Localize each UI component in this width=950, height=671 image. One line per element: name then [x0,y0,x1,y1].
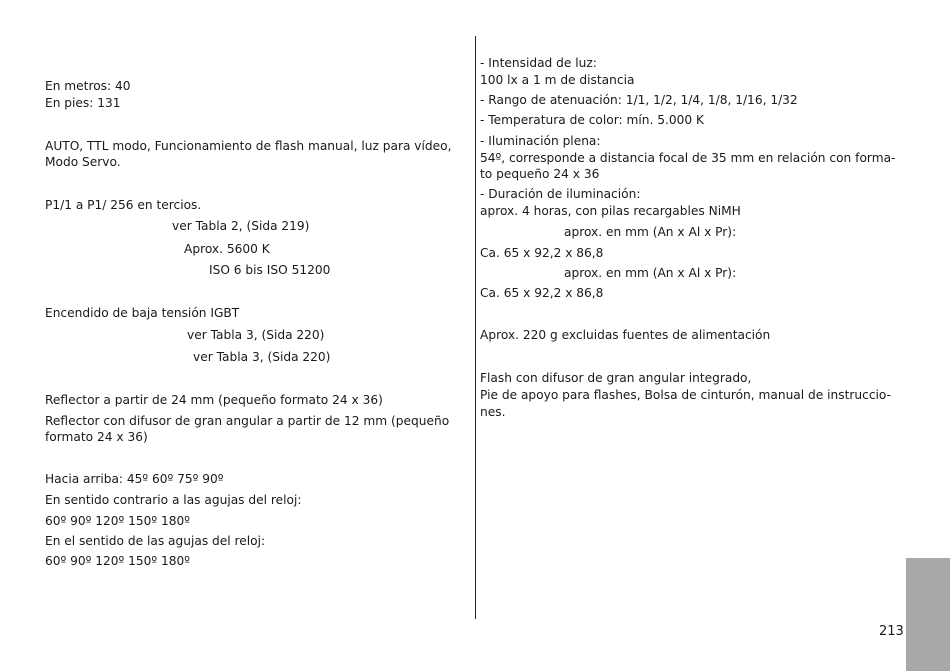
reflector-1: Reflector a partir de 24 mm (pequeño formato 24 x 36) [45,393,383,407]
ref-table-2: ver Tabla 2, (Sida 219) [172,219,310,233]
tilt-up: Hacia arriba: 45º 60º 75º 90º [45,472,224,486]
reflector-2-line-2: formato 24 x 36) [45,430,148,444]
power-range: P1/1 a P1/ 256 en tercios. [45,198,202,212]
cw-values: 60º 90º 120º 150º 180º [45,554,191,568]
section-tab [906,558,950,671]
dimensions-value-1: Ca. 65 x 92,2 x 86,8 [480,246,604,260]
page-number: 213 [879,624,904,639]
dimensions-label-1: aprox. en mm (An x Al x Pr): [564,225,737,239]
reflector-2-line-1: Reflector con difusor de gran angular a partir de 12 mm (pequeño [45,414,450,428]
dimming-range: - Rango de atenuación: 1/1, 1/2, 1/4, 1/8, 1/16, 1/32 [480,93,798,107]
full-illumination-line-1: 54º, corresponde a distancia focal de 35 mm en relación con forma- [480,151,896,165]
ref-table-3-a: ver Tabla 3, (Sida 220) [187,328,325,342]
light-intensity-label: - Intensidad de luz: [480,56,597,70]
ccw-label: En sentido contrario a las agujas del reloj: [45,493,302,507]
circuit: Encendido de baja tensión IGBT [45,306,240,320]
color-temperature-right: - Temperatura de color: mín. 5.000 K [480,113,704,127]
ref-table-3-b: ver Tabla 3, (Sida 220) [193,350,331,364]
duration-label: - Duración de iluminación: [480,187,641,201]
duration-value: aprox. 4 horas, con pilas recargables NiMH [480,204,741,218]
range-feet: En pies: 131 [45,96,121,110]
modes-line-1: AUTO, TTL modo, Funcionamiento de flash manual, luz para vídeo, [45,139,452,153]
light-intensity-value: 100 lx a 1 m de distancia [480,73,635,87]
modes-line-2: Modo Servo. [45,155,121,169]
iso-range: ISO 6 bis ISO 51200 [209,263,331,277]
column-divider [475,36,476,619]
color-temperature-left: Aprox. 5600 K [184,242,270,256]
scope-line-1: Flash con difusor de gran angular integrado, [480,371,752,385]
scope-line-3: nes. [480,405,506,419]
full-illumination-line-2: to pequeño 24 x 36 [480,167,600,181]
ccw-values: 60º 90º 120º 150º 180º [45,514,191,528]
full-illumination-label: - Iluminación plena: [480,134,601,148]
cw-label: En el sentido de las agujas del reloj: [45,534,266,548]
scope-line-2: Pie de apoyo para flashes, Bolsa de cinturón, manual de instruccio- [480,388,891,402]
dimensions-value-2: Ca. 65 x 92,2 x 86,8 [480,286,604,300]
weight: Aprox. 220 g excluidas fuentes de alimentación [480,328,771,342]
dimensions-label-2: aprox. en mm (An x Al x Pr): [564,266,737,280]
range-meters: En metros: 40 [45,79,131,93]
